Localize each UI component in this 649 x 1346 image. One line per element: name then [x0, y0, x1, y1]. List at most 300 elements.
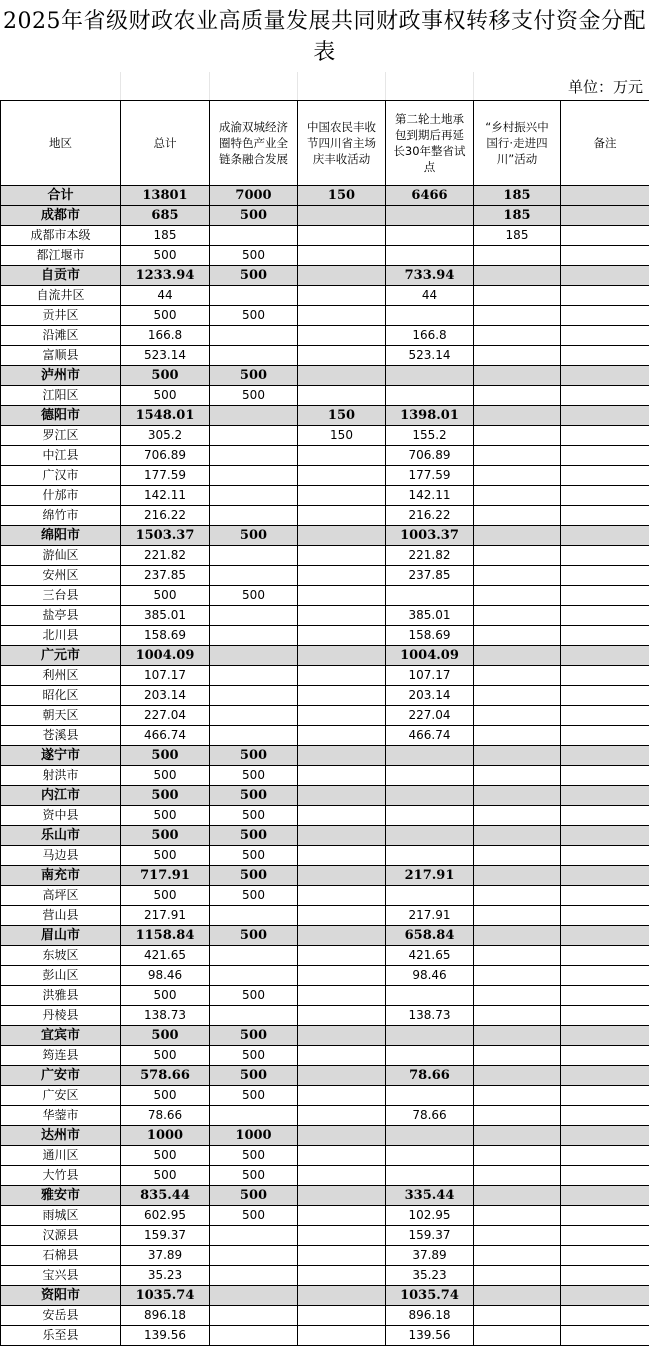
note-cell	[561, 806, 649, 826]
chengyu-cell	[210, 1306, 298, 1326]
harvest-cell	[298, 706, 386, 726]
note-cell	[561, 1146, 649, 1166]
chengyu-cell: 500	[210, 1066, 298, 1086]
region-cell: 朝天区	[1, 706, 121, 726]
total-cell: 500	[121, 786, 210, 806]
harvest-cell	[298, 906, 386, 926]
chengyu-cell	[210, 326, 298, 346]
header-notes: 备注	[561, 101, 649, 186]
chengyu-cell	[210, 466, 298, 486]
chengyu-cell: 500	[210, 826, 298, 846]
land-contract-cell	[386, 826, 474, 846]
table-row	[1, 446, 649, 466]
chengyu-cell	[210, 726, 298, 746]
unit-row	[0, 72, 649, 100]
table-row	[1, 1206, 649, 1226]
rural-revitalization-cell	[474, 1126, 561, 1146]
total-cell: 706.89	[121, 446, 210, 466]
chengyu-cell: 500	[210, 1146, 298, 1166]
subtotal-row	[1, 206, 649, 226]
chengyu-cell: 1000	[210, 1126, 298, 1146]
chengyu-cell: 500	[210, 746, 298, 766]
header-land-contract: 第二轮土地承包到期后再延长30年整省试点	[386, 101, 474, 186]
rural-revitalization-cell	[474, 906, 561, 926]
harvest-cell	[298, 586, 386, 606]
note-cell	[561, 286, 649, 306]
region-cell: 石棉县	[1, 1246, 121, 1266]
region-cell: 都江堰市	[1, 246, 121, 266]
harvest-cell	[298, 246, 386, 266]
harvest-cell	[298, 686, 386, 706]
land-contract-cell: 217.91	[386, 906, 474, 926]
region-cell: 安州区	[1, 566, 121, 586]
subtotal-row	[1, 826, 649, 846]
table-row	[1, 1246, 649, 1266]
chengyu-cell: 500	[210, 1166, 298, 1186]
harvest-cell	[298, 526, 386, 546]
rural-revitalization-cell	[474, 1166, 561, 1186]
table-row	[1, 986, 649, 1006]
chengyu-cell	[210, 546, 298, 566]
rural-revitalization-cell	[474, 1106, 561, 1126]
chengyu-cell	[210, 1246, 298, 1266]
note-cell	[561, 766, 649, 786]
subtotal-row	[1, 406, 649, 426]
allocation-table	[0, 100, 649, 1346]
land-contract-cell: 78.66	[386, 1066, 474, 1086]
harvest-cell	[298, 1226, 386, 1246]
table-row	[1, 1106, 649, 1126]
header-total: 总计	[121, 101, 210, 186]
note-cell	[561, 746, 649, 766]
table-row	[1, 326, 649, 346]
total-cell: 185	[121, 226, 210, 246]
harvest-cell	[298, 346, 386, 366]
land-contract-cell	[386, 386, 474, 406]
table-row	[1, 666, 649, 686]
subtotal-row	[1, 266, 649, 286]
table-row	[1, 566, 649, 586]
total-cell: 98.46	[121, 966, 210, 986]
total-cell: 138.73	[121, 1006, 210, 1026]
table-row	[1, 726, 649, 746]
rural-revitalization-cell	[474, 726, 561, 746]
region-cell: 南充市	[1, 866, 121, 886]
land-contract-cell: 335.44	[386, 1186, 474, 1206]
harvest-cell	[298, 966, 386, 986]
note-cell	[561, 966, 649, 986]
chengyu-cell	[210, 966, 298, 986]
total-cell: 500	[121, 846, 210, 866]
chengyu-cell	[210, 486, 298, 506]
note-cell	[561, 366, 649, 386]
subtotal-row	[1, 786, 649, 806]
rural-revitalization-cell	[474, 666, 561, 686]
note-cell	[561, 186, 649, 206]
rural-revitalization-cell	[474, 646, 561, 666]
chengyu-cell	[210, 226, 298, 246]
chengyu-cell	[210, 606, 298, 626]
table-row	[1, 1266, 649, 1286]
rural-revitalization-cell: 185	[474, 186, 561, 206]
harvest-cell	[298, 206, 386, 226]
note-cell	[561, 406, 649, 426]
total-cell: 1548.01	[121, 406, 210, 426]
harvest-cell	[298, 646, 386, 666]
total-cell: 500	[121, 806, 210, 826]
subtotal-row	[1, 186, 649, 206]
region-cell: 宜宾市	[1, 1026, 121, 1046]
region-cell: 昭化区	[1, 686, 121, 706]
land-contract-cell: 37.89	[386, 1246, 474, 1266]
table-row	[1, 1146, 649, 1166]
total-cell: 500	[121, 366, 210, 386]
rural-revitalization-cell	[474, 1226, 561, 1246]
note-cell	[561, 866, 649, 886]
table-row	[1, 466, 649, 486]
table-row	[1, 966, 649, 986]
region-cell: 泸州市	[1, 366, 121, 386]
land-contract-cell	[386, 786, 474, 806]
land-contract-cell: 138.73	[386, 1006, 474, 1026]
harvest-cell	[298, 446, 386, 466]
harvest-cell	[298, 486, 386, 506]
rural-revitalization-cell	[474, 326, 561, 346]
region-cell: 苍溪县	[1, 726, 121, 746]
note-cell	[561, 1206, 649, 1226]
rural-revitalization-cell: 185	[474, 206, 561, 226]
rural-revitalization-cell	[474, 1326, 561, 1346]
total-cell: 78.66	[121, 1106, 210, 1126]
region-cell: 盐亭县	[1, 606, 121, 626]
rural-revitalization-cell	[474, 406, 561, 426]
note-cell	[561, 1126, 649, 1146]
harvest-cell	[298, 846, 386, 866]
rural-revitalization-cell	[474, 546, 561, 566]
harvest-cell	[298, 1166, 386, 1186]
note-cell	[561, 1026, 649, 1046]
rural-revitalization-cell	[474, 366, 561, 386]
total-cell: 578.66	[121, 1066, 210, 1086]
harvest-cell	[298, 366, 386, 386]
note-cell	[561, 306, 649, 326]
region-cell: 自贡市	[1, 266, 121, 286]
region-cell: 成都市本级	[1, 226, 121, 246]
harvest-cell	[298, 1126, 386, 1146]
land-contract-cell: 237.85	[386, 566, 474, 586]
note-cell	[561, 1006, 649, 1026]
subtotal-row	[1, 1066, 649, 1086]
table-row	[1, 1326, 649, 1346]
rural-revitalization-cell	[474, 386, 561, 406]
total-cell: 500	[121, 1046, 210, 1066]
chengyu-cell	[210, 286, 298, 306]
harvest-cell	[298, 226, 386, 246]
rural-revitalization-cell	[474, 286, 561, 306]
region-cell: 大竹县	[1, 1166, 121, 1186]
harvest-cell	[298, 946, 386, 966]
rural-revitalization-cell	[474, 466, 561, 486]
note-cell	[561, 386, 649, 406]
region-cell: 资中县	[1, 806, 121, 826]
table-row	[1, 1166, 649, 1186]
table-row	[1, 886, 649, 906]
land-contract-cell: 385.01	[386, 606, 474, 626]
region-cell: 雨城区	[1, 1206, 121, 1226]
rural-revitalization-cell	[474, 1006, 561, 1026]
total-cell: 221.82	[121, 546, 210, 566]
total-cell: 523.14	[121, 346, 210, 366]
region-cell: 宝兴县	[1, 1266, 121, 1286]
chengyu-cell	[210, 566, 298, 586]
land-contract-cell: 1398.01	[386, 406, 474, 426]
rural-revitalization-cell	[474, 1046, 561, 1066]
note-cell	[561, 986, 649, 1006]
table-row	[1, 286, 649, 306]
land-contract-cell: 142.11	[386, 486, 474, 506]
land-contract-cell: 217.91	[386, 866, 474, 886]
land-contract-cell: 221.82	[386, 546, 474, 566]
land-contract-cell	[386, 1126, 474, 1146]
subtotal-row	[1, 646, 649, 666]
rural-revitalization-cell	[474, 1246, 561, 1266]
total-cell: 500	[121, 986, 210, 1006]
region-cell: 什邡市	[1, 486, 121, 506]
region-cell: 东坡区	[1, 946, 121, 966]
rural-revitalization-cell	[474, 566, 561, 586]
total-cell: 500	[121, 826, 210, 846]
harvest-cell	[298, 926, 386, 946]
total-cell: 500	[121, 586, 210, 606]
header-chengyu: 成渝双城经济圈特色产业全链条融合发展	[210, 101, 298, 186]
region-cell: 罗江区	[1, 426, 121, 446]
region-cell: 资阳市	[1, 1286, 121, 1306]
total-cell: 166.8	[121, 326, 210, 346]
total-cell: 13801	[121, 186, 210, 206]
total-cell: 500	[121, 766, 210, 786]
note-cell	[561, 1246, 649, 1266]
region-cell: 筠连县	[1, 1046, 121, 1066]
region-cell: 沿滩区	[1, 326, 121, 346]
chengyu-cell	[210, 1006, 298, 1026]
table-row	[1, 686, 649, 706]
land-contract-cell	[386, 226, 474, 246]
rural-revitalization-cell	[474, 706, 561, 726]
rural-revitalization-cell	[474, 826, 561, 846]
land-contract-cell: 706.89	[386, 446, 474, 466]
note-cell	[561, 906, 649, 926]
land-contract-cell	[386, 306, 474, 326]
total-cell: 44	[121, 286, 210, 306]
rural-revitalization-cell	[474, 486, 561, 506]
harvest-cell	[298, 826, 386, 846]
chengyu-cell: 500	[210, 1086, 298, 1106]
region-cell: 射洪市	[1, 766, 121, 786]
land-contract-cell: 216.22	[386, 506, 474, 526]
land-contract-cell: 139.56	[386, 1326, 474, 1346]
note-cell	[561, 206, 649, 226]
chengyu-cell: 500	[210, 766, 298, 786]
chengyu-cell: 500	[210, 886, 298, 906]
harvest-cell	[298, 546, 386, 566]
note-cell	[561, 486, 649, 506]
chengyu-cell: 7000	[210, 186, 298, 206]
land-contract-cell: 203.14	[386, 686, 474, 706]
chengyu-cell: 500	[210, 986, 298, 1006]
chengyu-cell	[210, 906, 298, 926]
land-contract-cell: 1004.09	[386, 646, 474, 666]
rural-revitalization-cell	[474, 1266, 561, 1286]
land-contract-cell: 523.14	[386, 346, 474, 366]
chengyu-cell: 500	[210, 846, 298, 866]
region-cell: 丹棱县	[1, 1006, 121, 1026]
region-cell: 江阳区	[1, 386, 121, 406]
harvest-cell	[298, 1106, 386, 1126]
note-cell	[561, 506, 649, 526]
total-cell: 1233.94	[121, 266, 210, 286]
region-cell: 通川区	[1, 1146, 121, 1166]
total-cell: 37.89	[121, 1246, 210, 1266]
note-cell	[561, 686, 649, 706]
total-cell: 1158.84	[121, 926, 210, 946]
rural-revitalization-cell	[474, 246, 561, 266]
region-cell: 绵阳市	[1, 526, 121, 546]
note-cell	[561, 626, 649, 646]
chengyu-cell	[210, 1226, 298, 1246]
region-cell: 马边县	[1, 846, 121, 866]
chengyu-cell: 500	[210, 586, 298, 606]
region-cell: 自流井区	[1, 286, 121, 306]
region-cell: 成都市	[1, 206, 121, 226]
land-contract-cell: 1003.37	[386, 526, 474, 546]
land-contract-cell	[386, 986, 474, 1006]
note-cell	[561, 526, 649, 546]
land-contract-cell: 466.74	[386, 726, 474, 746]
header-rural-revitalization: “乡村振兴中国行·走进四川”活动	[474, 101, 561, 186]
region-cell: 营山县	[1, 906, 121, 926]
note-cell	[561, 346, 649, 366]
subtotal-row	[1, 1026, 649, 1046]
table-row	[1, 1046, 649, 1066]
total-cell: 216.22	[121, 506, 210, 526]
land-contract-cell	[386, 366, 474, 386]
harvest-cell	[298, 886, 386, 906]
region-cell: 汉源县	[1, 1226, 121, 1246]
chengyu-cell: 500	[210, 1186, 298, 1206]
land-contract-cell: 177.59	[386, 466, 474, 486]
chengyu-cell	[210, 406, 298, 426]
harvest-cell	[298, 1186, 386, 1206]
region-cell: 广元市	[1, 646, 121, 666]
land-contract-cell: 102.95	[386, 1206, 474, 1226]
rural-revitalization-cell	[474, 626, 561, 646]
note-cell	[561, 646, 649, 666]
chengyu-cell	[210, 346, 298, 366]
unit-label: 单位：万元	[568, 76, 643, 97]
land-contract-cell: 158.69	[386, 626, 474, 646]
land-contract-cell: 1035.74	[386, 1286, 474, 1306]
region-cell: 利州区	[1, 666, 121, 686]
harvest-cell	[298, 466, 386, 486]
harvest-cell	[298, 1066, 386, 1086]
subtotal-row	[1, 1186, 649, 1206]
land-contract-cell	[386, 886, 474, 906]
total-cell: 466.74	[121, 726, 210, 746]
note-cell	[561, 926, 649, 946]
note-cell	[561, 326, 649, 346]
note-cell	[561, 726, 649, 746]
harvest-cell	[298, 386, 386, 406]
header-harvest-festival: 中国农民丰收节四川省主场庆丰收活动	[298, 101, 386, 186]
harvest-cell	[298, 1046, 386, 1066]
region-cell: 广安区	[1, 1086, 121, 1106]
land-contract-cell: 6466	[386, 186, 474, 206]
note-cell	[561, 226, 649, 246]
note-cell	[561, 706, 649, 726]
chengyu-cell: 500	[210, 386, 298, 406]
note-cell	[561, 846, 649, 866]
note-cell	[561, 1166, 649, 1186]
rural-revitalization-cell	[474, 926, 561, 946]
rural-revitalization-cell	[474, 346, 561, 366]
total-cell: 158.69	[121, 626, 210, 646]
total-cell: 500	[121, 746, 210, 766]
chengyu-cell	[210, 946, 298, 966]
note-cell	[561, 1286, 649, 1306]
total-cell: 896.18	[121, 1306, 210, 1326]
chengyu-cell	[210, 506, 298, 526]
rural-revitalization-cell	[474, 686, 561, 706]
total-cell: 717.91	[121, 866, 210, 886]
land-contract-cell	[386, 246, 474, 266]
region-cell: 乐山市	[1, 826, 121, 846]
chengyu-cell: 500	[210, 866, 298, 886]
chengyu-cell: 500	[210, 306, 298, 326]
harvest-cell	[298, 306, 386, 326]
harvest-cell	[298, 326, 386, 346]
harvest-cell	[298, 1266, 386, 1286]
rural-revitalization-cell: 185	[474, 226, 561, 246]
table-row	[1, 226, 649, 246]
total-cell: 500	[121, 306, 210, 326]
region-cell: 绵竹市	[1, 506, 121, 526]
region-cell: 广安市	[1, 1066, 121, 1086]
table-row	[1, 706, 649, 726]
total-cell: 217.91	[121, 906, 210, 926]
total-cell: 500	[121, 1086, 210, 1106]
land-contract-cell	[386, 1026, 474, 1046]
chengyu-cell	[210, 706, 298, 726]
table-row	[1, 846, 649, 866]
table-row	[1, 1226, 649, 1246]
region-cell: 洪雅县	[1, 986, 121, 1006]
table-row	[1, 1006, 649, 1026]
land-contract-cell	[386, 806, 474, 826]
chengyu-cell	[210, 426, 298, 446]
total-cell: 685	[121, 206, 210, 226]
table-row	[1, 806, 649, 826]
region-cell: 游仙区	[1, 546, 121, 566]
table-row	[1, 586, 649, 606]
note-cell	[561, 666, 649, 686]
rural-revitalization-cell	[474, 966, 561, 986]
chengyu-cell: 500	[210, 266, 298, 286]
land-contract-cell: 166.8	[386, 326, 474, 346]
note-cell	[561, 1226, 649, 1246]
land-contract-cell: 107.17	[386, 666, 474, 686]
region-cell: 中江县	[1, 446, 121, 466]
rural-revitalization-cell	[474, 1186, 561, 1206]
